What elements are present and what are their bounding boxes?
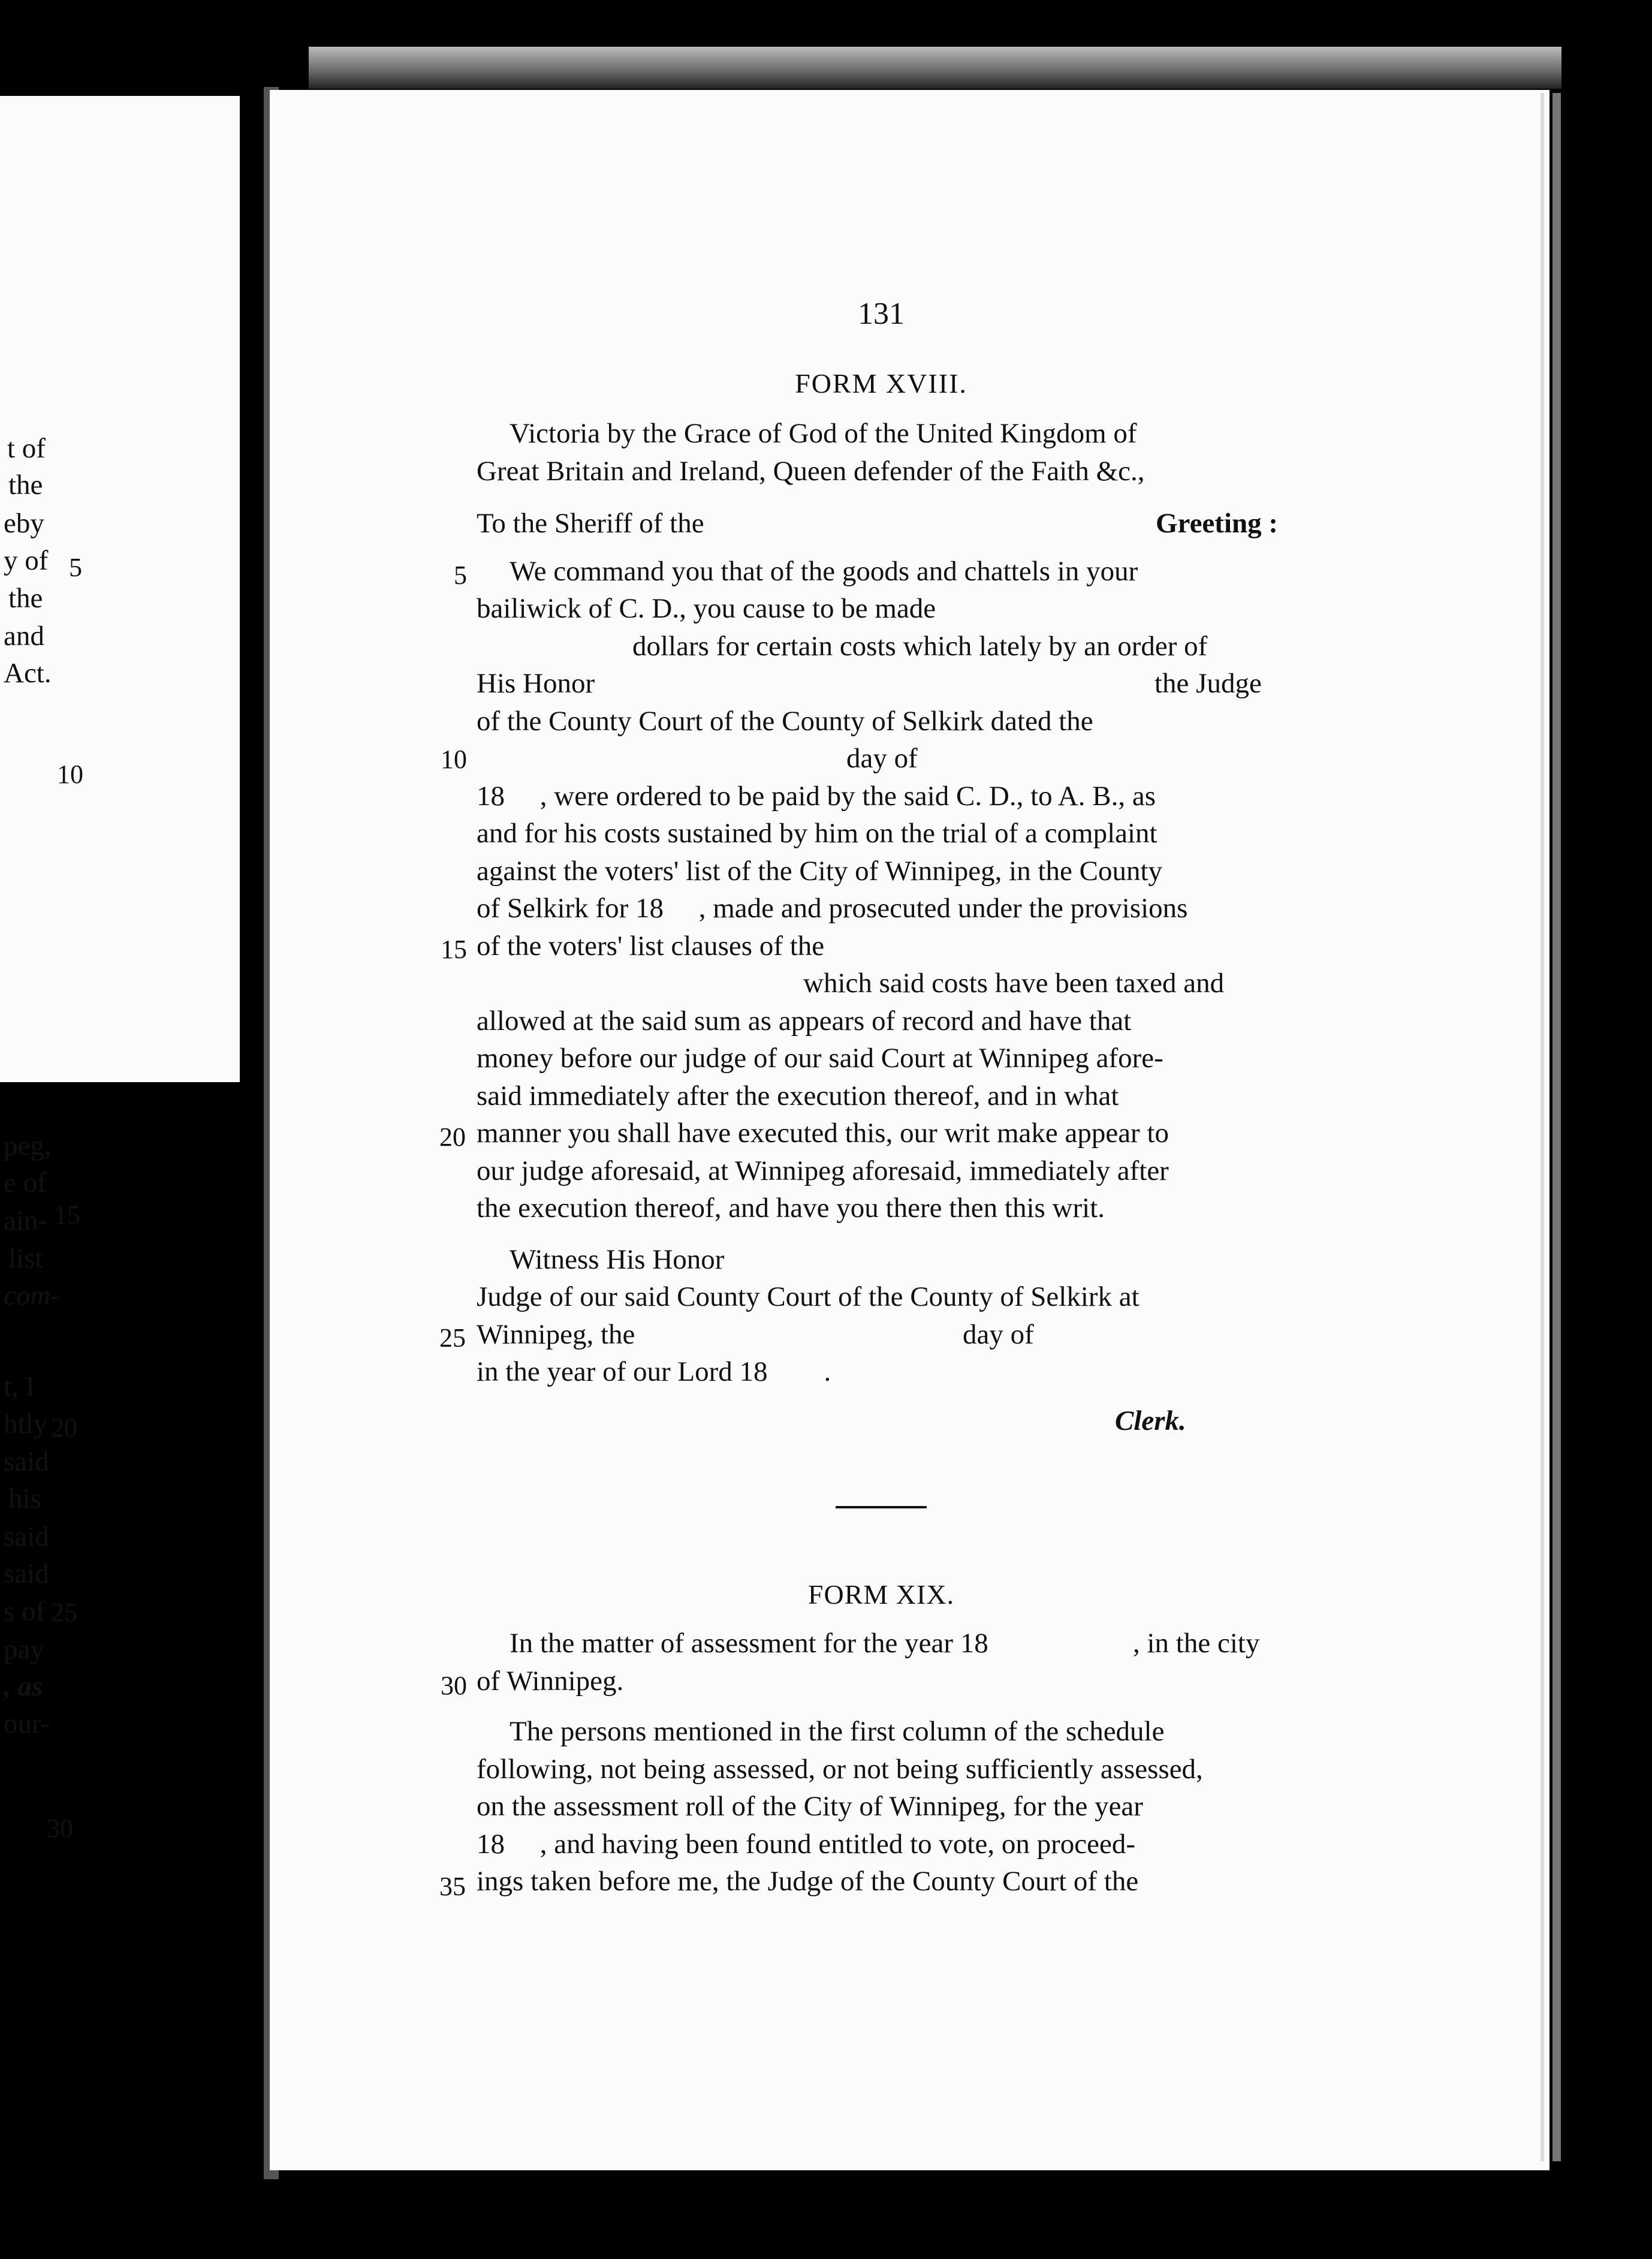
left-fragment: eby: [4, 508, 44, 539]
left-fragment: the: [8, 583, 43, 614]
page-right-edge: [1552, 93, 1561, 2161]
body-line: the Judge: [1154, 668, 1262, 699]
form19-para-line: on the assessment roll of the City of Winnipeg, for the year: [477, 1791, 1143, 1822]
left-fragment: y of: [4, 545, 49, 576]
left-fragment: ain-: [4, 1205, 48, 1236]
body-line: money before our judge of our said Court at Winnipeg afore-: [477, 1043, 1163, 1074]
left-fragment: com-: [4, 1280, 60, 1311]
left-line-number: 15: [54, 1200, 80, 1230]
preamble-line: Great Britain and Ireland, Queen defender of the Faith &c.,: [477, 456, 1145, 487]
left-fragment: s of: [4, 1596, 46, 1627]
left-line-number: 5: [69, 553, 82, 582]
left-fragment: t, I: [4, 1371, 35, 1402]
left-line-number: 10: [57, 760, 83, 789]
page-top-edge: [309, 47, 1561, 89]
body-line: of the voters' list clauses of the: [477, 930, 825, 962]
preamble-line: Victoria by the Grace of God of the United Kingdom of: [510, 418, 1137, 449]
body-line: said immediately after the execution thereof, and in what: [477, 1080, 1119, 1112]
body-line: of Selkirk for 18 , made and prosecuted under the provisions: [477, 893, 1188, 924]
left-fragment: peg,: [4, 1130, 52, 1161]
form19-line: , in the city: [1133, 1628, 1260, 1659]
witness-line: Judge of our said County Court of the County of Selkirk at: [477, 1281, 1139, 1312]
line-number: 35: [439, 1872, 466, 1901]
body-line: against the voters' list of the City of Winnipeg, in the County: [477, 856, 1163, 887]
left-fragment: our-: [4, 1708, 50, 1739]
form19-line: of Winnipeg.: [477, 1665, 624, 1697]
form19-line: In the matter of assessment for the year 18: [510, 1628, 988, 1659]
left-line-number: 25: [51, 1598, 77, 1627]
body-line: the execution thereof, and have you there then this writ.: [477, 1192, 1105, 1224]
line-number: 15: [441, 935, 467, 964]
page-right-edge-light: [1541, 93, 1544, 2161]
witness-line: Winnipeg, the: [477, 1319, 635, 1350]
line-number: 30: [441, 1671, 467, 1700]
left-fragment: the: [8, 469, 43, 501]
body-line: allowed at the said sum as appears of record and have that: [477, 1005, 1132, 1037]
body-line: bailiwick of C. D., you cause to be made: [477, 593, 936, 624]
witness-line: Witness His Honor: [510, 1244, 725, 1275]
body-line: We command you that of the goods and chattels in your: [510, 556, 1138, 587]
body-line: of the County Court of the County of Selkirk dated the: [477, 706, 1093, 737]
left-fragment: his: [8, 1483, 41, 1514]
left-fragment: said: [4, 1446, 49, 1477]
body-line: our judge aforesaid, at Winnipeg aforesaid, immediately after: [477, 1155, 1169, 1186]
line-number: 5: [454, 561, 467, 590]
left-fragment: list: [8, 1243, 43, 1274]
witness-line: day of: [963, 1319, 1034, 1350]
body-line: which said costs have been taxed and: [803, 968, 1225, 999]
form19-para-line: 18 , and having been found entitled to vote, on proceed-: [477, 1829, 1135, 1860]
form19-para-line: The persons mentioned in the first column of the schedule: [510, 1716, 1165, 1747]
body-line: manner you shall have executed this, our writ make appear to: [477, 1118, 1169, 1149]
left-fragment: said: [4, 1558, 49, 1589]
left-fragment: , as: [4, 1671, 43, 1702]
line-number: 25: [439, 1323, 466, 1353]
left-fragment: htly: [4, 1408, 48, 1439]
line-number: 10: [441, 745, 467, 774]
body-line: dollars for certain costs which lately by an order of: [632, 631, 1208, 662]
left-fragment: said: [4, 1521, 49, 1552]
body-line: day of: [846, 743, 918, 774]
addressee: To the Sheriff of the: [477, 508, 704, 539]
body-line: His Honor: [477, 668, 595, 699]
form19-para-line: following, not being assessed, or not being sufficiently assessed,: [477, 1754, 1203, 1785]
form19-para-line: ings taken before me, the Judge of the County Court of the: [477, 1866, 1139, 1897]
form-19-heading: FORM XIX.: [807, 1579, 955, 1610]
left-fragment: and: [4, 621, 44, 652]
line-number: 20: [439, 1122, 466, 1152]
left-line-number: 30: [47, 1814, 73, 1843]
body-line: and for his costs sustained by him on the trial of a complaint: [477, 818, 1157, 849]
form-18-heading: FORM XVIII.: [795, 368, 967, 399]
clerk-signature: Clerk.: [1115, 1405, 1186, 1436]
page-number: 131: [858, 297, 905, 331]
left-fragment: e of: [4, 1167, 47, 1198]
left-fragment: Act.: [4, 658, 52, 689]
left-fragment: t of: [7, 433, 46, 464]
body-line: 18 , were ordered to be paid by the said C. D., to A. B., as: [477, 781, 1156, 812]
left-fragment: pay: [4, 1634, 44, 1665]
section-divider: [836, 1506, 927, 1508]
left-line-number: 20: [51, 1413, 77, 1442]
witness-line: in the year of our Lord 18 .: [477, 1356, 831, 1387]
greeting: Greeting :: [1156, 508, 1279, 539]
